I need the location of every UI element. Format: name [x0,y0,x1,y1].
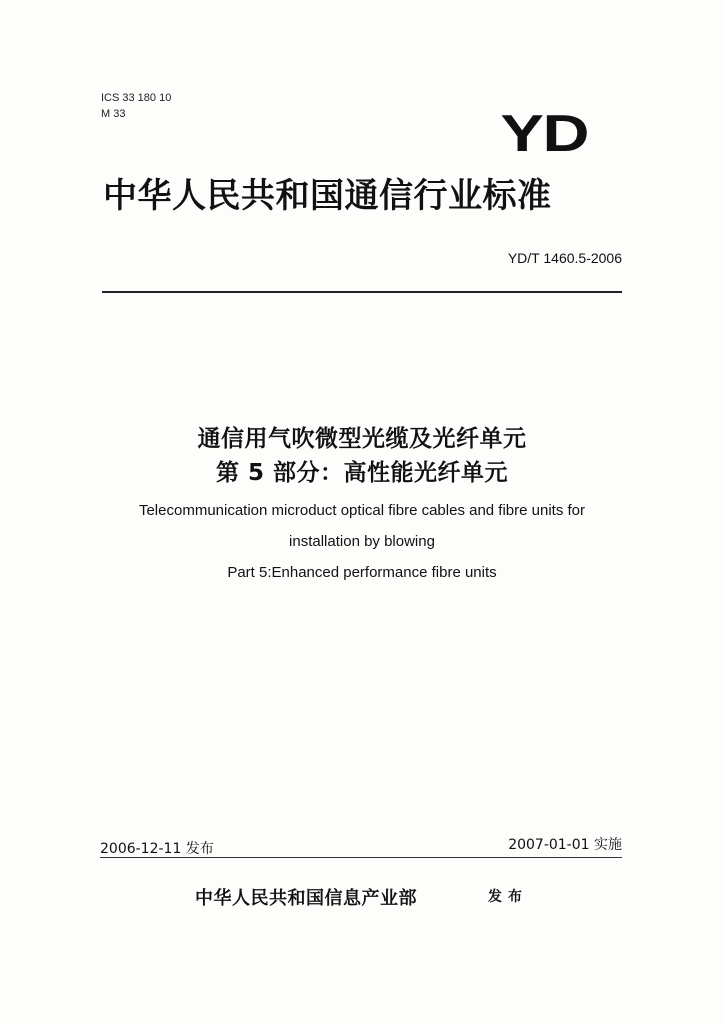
ics-code: ICS 33 180 10 [101,92,172,104]
english-title-line-3: Part 5:Enhanced performance fibre units [227,564,497,581]
issuer-action: 发布 [488,889,528,905]
english-title-line-2: installation by blowing [289,533,435,550]
implementation-date: 2007-01-01 实施 [508,837,622,853]
ccs-code: M 33 [101,108,126,120]
chinese-title-line-2: 第 5 部分：高性能光纤单元 [215,460,509,486]
chinese-title-line-1: 通信用气吹微型光缆及光纤单元 [197,426,527,452]
yd-logo: YD [500,105,588,163]
footer-divider [100,857,622,858]
issue-date: 2006-12-11 发布 [100,841,214,857]
english-title-line-1: Telecommunication microduct optical fibre cables and fibre units for [138,502,586,519]
standard-title: 中华人民共和国通信行业标准 [103,176,552,216]
standard-number: YD/T 1460.5-2006 [507,250,622,266]
header-divider [102,291,622,293]
issuing-authority: 中华人民共和国信息产业部 [195,888,417,909]
